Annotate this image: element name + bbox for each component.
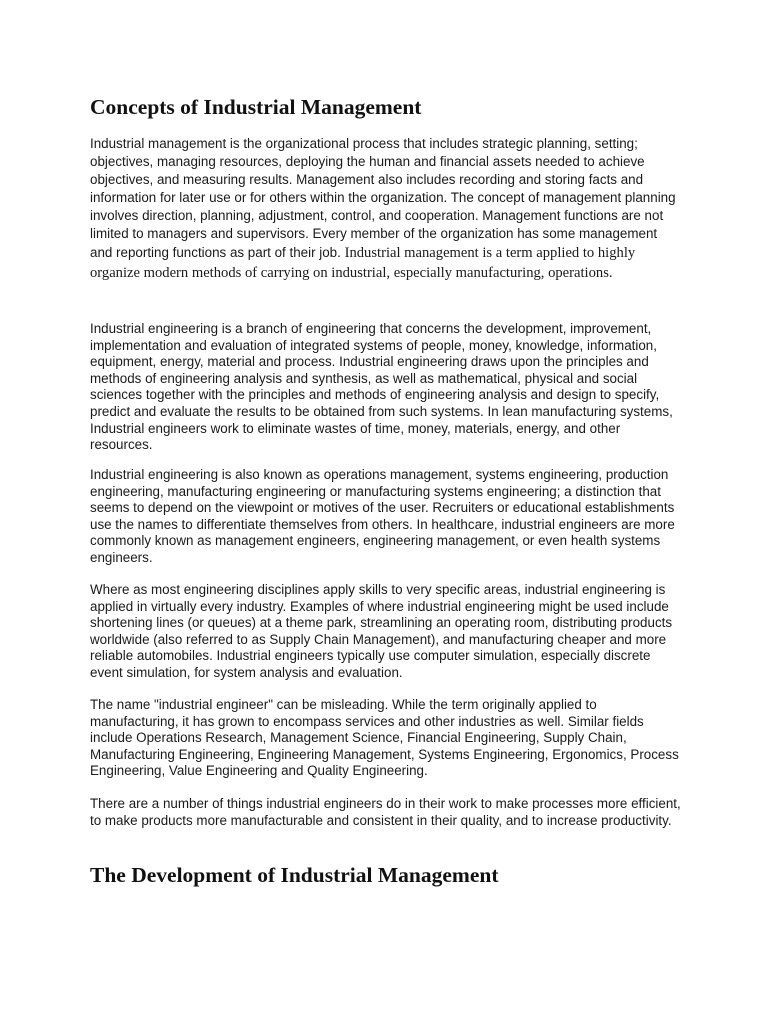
paragraph-productivity: There are a number of things industrial engineers do in their work to make processes more efficient, to make products more manufacturable and consistent in their quality, and to increase productivity. bbox=[90, 796, 681, 828]
paragraph-industrial-engineering-definition: Industrial engineering is a branch of engineering that concerns the development, improvement, implementation and evaluation of integrated systems of people, money, knowledge, information, equipment, energy, material and process. Industrial engineering draws upon the principles and methods of engineering analysis and synthesis, as well as mathematical, physical and social sciences together with the principles and methods of engineering analysis and design to specify, predict and evaluate the results to be obtained from such systems. In lean manufacturing systems, Industrial engineers work to eliminate wastes of time, money, materials, energy, and other resources. bbox=[90, 321, 673, 453]
paragraph-intro-serif-text: Industrial management is a term applied to highly organize modern methods of carrying on industrial, especially manufacturing, operations. bbox=[90, 245, 636, 281]
paragraph-name-misleading: The name "industrial engineer" can be misleading. While the term originally applied to manufacturing, it has grown to encompass services and other industries as well. Similar fields include Operations Research, Management Science, Financial Engineering, Supply Chain, Manufacturing Engineering, Engineering Management, Systems Engineering, Ergonomics, Process Engineering, Value Engineering and Quality Engineering. bbox=[90, 697, 679, 779]
section-heading-development: The Development of Industrial Management bbox=[90, 863, 499, 887]
paragraph-applications: Where as most engineering disciplines apply skills to very specific areas, industrial engineering is applied in virtually every industry. Examples of where industrial engineering might be used include shortening lines (or queues) at a theme park, streamlining an operating room, distributing products worldwide (also referred to as Supply Chain Management), and manufacturing cheaper and more reliable automobiles. Industrial engineers typically use computer simulation, especially discrete event simulation, for system analysis and evaluation. bbox=[90, 582, 673, 680]
paragraph-intro-text: Industrial management is the organizational process that includes strategic planning, setting; objectives, managing resources, deploying the human and financial assets needed to achieve objectives, and measuring results. Management also includes recording and storing facts and information for later use or for others within the organization. The concept of management planning involves direction, planning, adjustment, control, and cooperation. Management functions are not limited to managers and supervisors. Every member of the organization has some management and reporting functions as part of their job. bbox=[90, 136, 676, 260]
paragraph-also-known-as: Industrial engineering is also known as operations management, systems engineering, production engineering, manufacturing engineering or manufacturing systems engineering; a distinction that seems to depend on the viewpoint or motives of the user. Recruiters or educational establishments use the names to differentiate themselves from others. In healthcare, industrial engineers are more commonly known as management engineers, engineering management, or even health systems engineers. bbox=[90, 467, 675, 565]
section-heading-concepts: Concepts of Industrial Management bbox=[90, 95, 422, 119]
paragraph-intro bbox=[90, 135, 680, 283]
